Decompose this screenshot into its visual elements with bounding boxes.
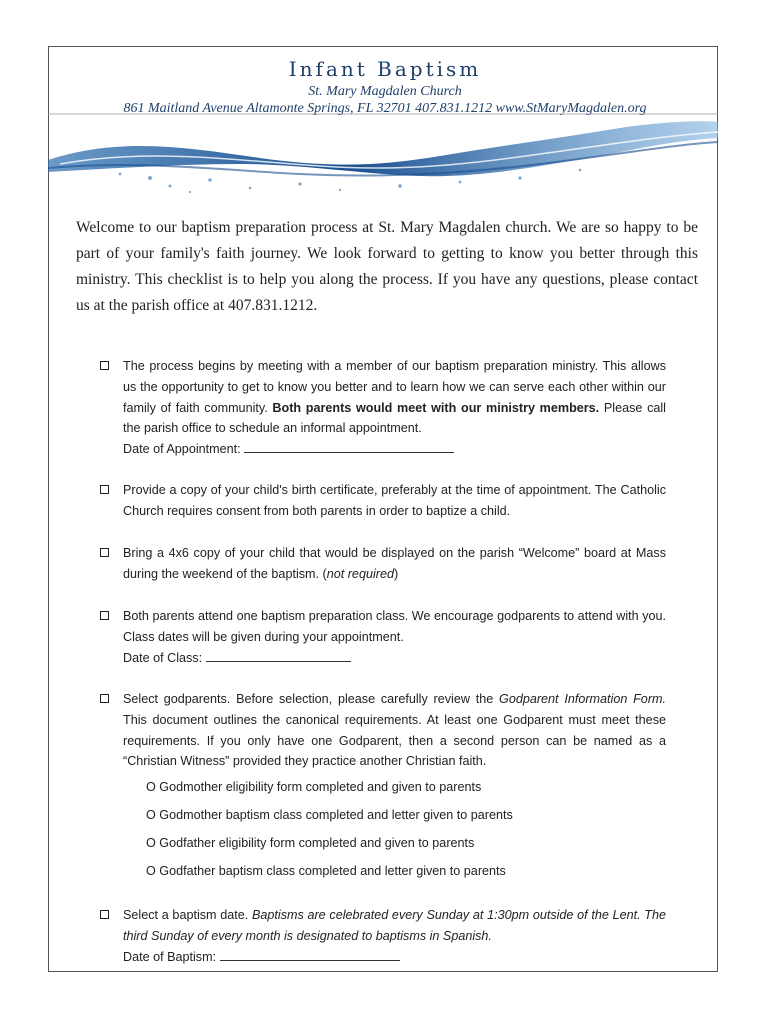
checklist-item-photo — [100, 543, 666, 585]
item-italic-text: not required — [326, 566, 394, 581]
godparent-subitem[interactable]: O Godmother baptism class completed and letter given to parents — [146, 808, 513, 822]
checkbox[interactable] — [100, 910, 109, 919]
checkbox[interactable] — [100, 611, 109, 620]
baptism-date-label: Date of Baptism: — [123, 949, 220, 964]
checklist-item-class — [100, 606, 666, 668]
appointment-date-field[interactable] — [244, 440, 454, 453]
item-italic-text: Godparent Information Form. — [499, 692, 666, 706]
checklist-item-baptism-date — [100, 905, 666, 967]
godparent-subitem[interactable]: O Godfather baptism class completed and letter given to parents — [146, 864, 506, 878]
item-text: Bring a 4x6 copy of your child that would be displayed on the parish “Welcome” board at Mass during the weekend of the baptism. ( — [123, 546, 666, 581]
checkbox[interactable] — [100, 548, 109, 557]
item-text: Provide a copy of your child's birth certificate, preferably at the time of appointment. The Catholic Church requires consent from both parents in order to baptize a child. — [123, 483, 666, 518]
item-bold-text: Both parents would meet with our ministry members. — [272, 400, 600, 415]
item-text: Select godparents. Before selection, please carefully review the — [123, 692, 500, 706]
checklist-item-appointment — [100, 356, 666, 460]
item-text: This document outlines the canonical requirements. At least one Godparent must meet these requirements. If you only have one Godparent, then a second person can be named as a “Christian Witness” provided they practice another Christian faith. — [123, 712, 666, 769]
document-title: Infant Baptism — [288, 57, 482, 81]
church-name: St. Mary Magdalen Church — [308, 84, 462, 99]
item-text: Please call the parish office to schedule an informal appointment. — [123, 400, 666, 436]
checklist-item-godparents — [100, 689, 666, 772]
item-text: Both parents attend one baptism preparation class. We encourage godparents to attend with you. Class dates will be given during your appointment. — [123, 609, 666, 644]
baptism-date-field[interactable] — [220, 948, 400, 961]
checkbox[interactable] — [100, 694, 109, 703]
water-wave-banner — [0, 108, 770, 198]
church-address: 861 Maitland Avenue Altamonte Springs, FL 32701 407.831.1212 www.StMaryMagdalen.org — [123, 101, 647, 116]
class-date-label: Date of Class: — [123, 650, 206, 665]
item-text: Select a baptism date. — [123, 908, 252, 922]
class-date-field[interactable] — [206, 649, 351, 662]
checkbox[interactable] — [100, 361, 109, 370]
appointment-date-label: Date of Appointment: — [123, 442, 245, 457]
godparent-subitem[interactable]: O Godfather eligibility form completed and given to parents — [146, 836, 475, 850]
checklist-item-birth-certificate — [100, 480, 666, 522]
item-italic-text: Baptisms are celebrated every Sunday at 1:30pm outside of the Lent. The third Sunday of every month is designated to baptisms in Spanish. — [123, 908, 667, 943]
godparent-subitem[interactable]: O Godmother eligibility form completed and given to parents — [146, 780, 482, 794]
item-text: The process begins by meeting with a member of our baptism preparation ministry. This allows us the opportunity to get to know you better and to learn how we can serve each other within our family of faith community. — [123, 359, 666, 415]
intro-paragraph: Welcome to our baptism preparation process at St. Mary Magdalen church. We are so happy to be part of your family's faith journey. We look forward to getting to know you better through this ministry. This checklist is to help you along the process. If you have any questions, please contact us at the parish office at 407.831.1212. — [76, 219, 698, 314]
checkbox[interactable] — [100, 485, 109, 494]
item-text: ) — [393, 566, 399, 581]
